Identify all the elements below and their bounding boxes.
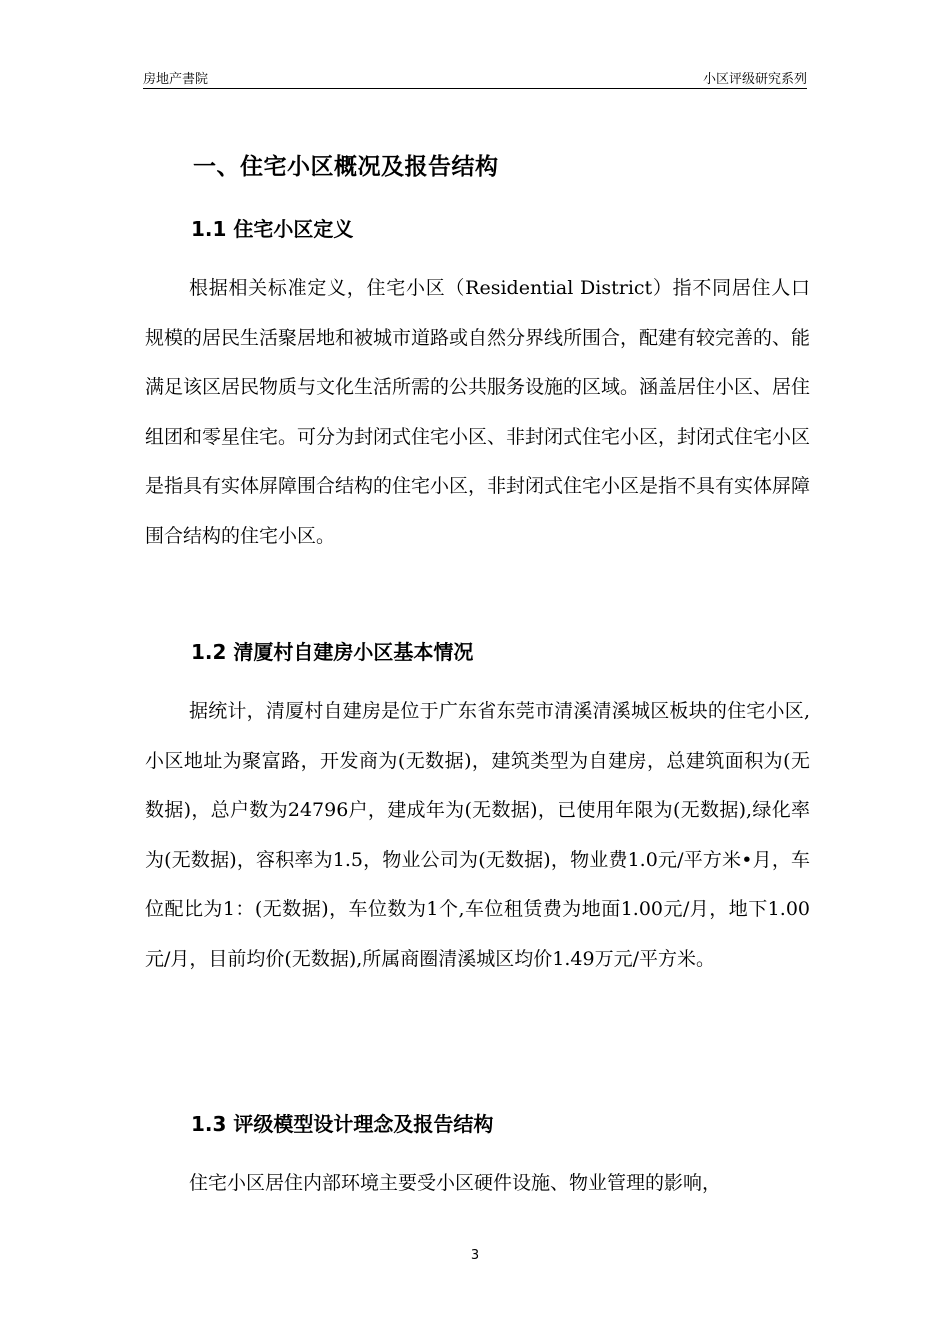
subsection-heading-1-1: 1.1 住宅小区定义 bbox=[191, 217, 354, 241]
page-header bbox=[143, 66, 807, 89]
paragraph-1-1: 根据相关标准定义，住宅小区（Residential District）指不同居住人口规模的居民生活聚居地和被城市道路或自然分界线所围合，配建有较完善的、能满足该区居民物质与文化生活所需的公共服务设施的区域。涵盖居住小区、居住组团和零星住宅。可分为封闭式住宅小区、非封闭式住宅小区，封闭式住宅小区是指具有实体屏障围合结构的住宅小区，非封闭式住宅小区是指不具有实体屏障围合结构的住宅小区。 bbox=[145, 277, 811, 547]
section-title: 一、住宅小区概况及报告结构 bbox=[193, 154, 499, 180]
paragraph-1-2: 据统计，清厦村自建房是位于广东省东莞市清溪清溪城区板块的住宅小区,小区地址为聚富路，开发商为(无数据)，建筑类型为自建房，总建筑面积为(无数据)，总户数为24796户，建成年为(无数据)，已使用年限为(无数据),绿化率为(无数据)，容积率为1.5，物业公司为(无数据)，物业费1.0元/平方米•月，车位配比为1：(无数据)，车位数为1个,车位租赁费为地面1.00元/月，地下1.00元/月，目前均价(无数据),所属商圈清溪城区均价1.49万元/平方米。 bbox=[145, 700, 810, 970]
header-left-text: 房地产書院 bbox=[143, 72, 209, 87]
subsection-heading-1-3: 1.3 评级模型设计理念及报告结构 bbox=[191, 1112, 494, 1136]
subsection-heading-1-2: 1.2 清厦村自建房小区基本情况 bbox=[191, 640, 474, 664]
header-right-text: 小区评级研究系列 bbox=[702, 72, 807, 87]
page-number: 3 bbox=[470, 1248, 480, 1263]
paragraph-1-3: 住宅小区居住内部环境主要受小区硬件设施、物业管理的影响， bbox=[189, 1172, 722, 1194]
